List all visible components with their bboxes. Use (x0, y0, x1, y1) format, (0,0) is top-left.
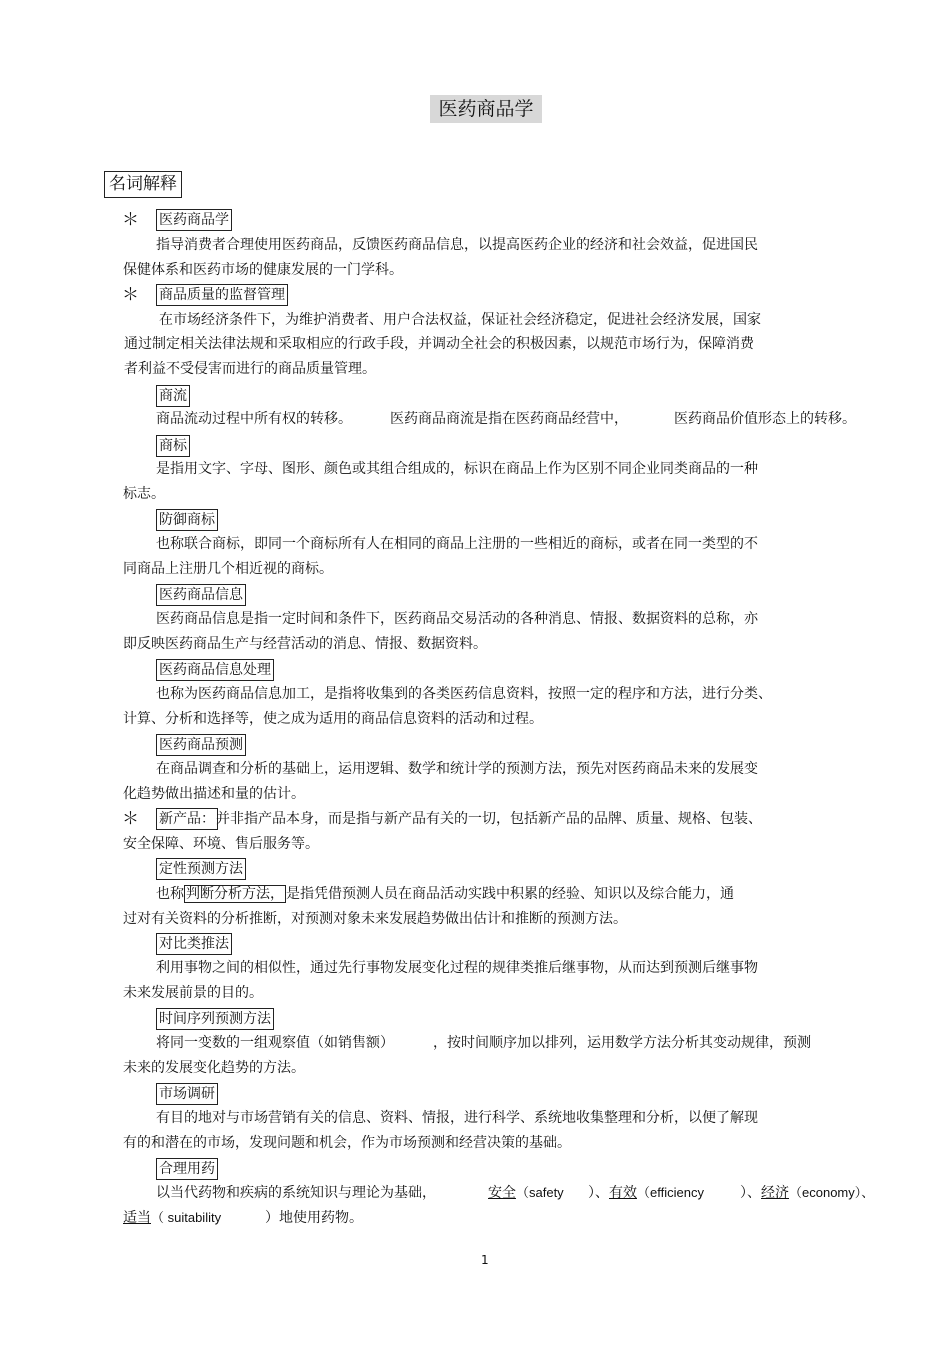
term-box: 医药商品预测 (156, 734, 246, 756)
definition-line: ）地使用药物。 (265, 1210, 363, 1226)
definition-line: 安全保障、环境、售后服务等。 (123, 836, 319, 852)
term-box: 医药商品信息 (156, 584, 246, 606)
term-box: 商标 (156, 435, 190, 457)
definition-line: 即反映医药商品生产与经营活动的消息、情报、数据资料。 (123, 636, 487, 652)
english-term: （safety (516, 1185, 564, 1200)
term-box: 时间序列预测方法 (156, 1008, 274, 1030)
definition-text: 也称 (156, 886, 184, 902)
inline-term-box: 判断分析方法， (186, 886, 284, 902)
definition-line: 未来的发展变化趋势的方法。 (123, 1060, 305, 1076)
definition-line: 有目的地对与市场营销有关的信息、资料、情报，进行科学、系统地收集整理和分析，以便了解现 (156, 1110, 758, 1126)
bullet-star: ＊ (122, 210, 139, 230)
page-number: 1 (481, 1253, 489, 1267)
page-title: 医药商品学 (430, 95, 542, 123)
section-heading: 名词解释 (104, 171, 182, 198)
term-box: 商品质量的监督管理 (156, 284, 288, 306)
definition-line: 也称为医药商品信息加工，是指将收集到的各类医药信息资料，按照一定的程序和方法，进行分类、 (156, 686, 772, 702)
definition-line: 指导消费者合理使用医药商品，反馈医药商品信息，以提高医药企业的经济和社会效益，促进国民 (156, 237, 758, 253)
term-box: 医药商品学 (156, 209, 232, 231)
definition-line: 未来发展前景的目的。 (123, 985, 263, 1001)
term-box: 合理用药 (156, 1158, 218, 1180)
underlined-keyword: 有效 (609, 1185, 637, 1201)
underlined-keyword: 适当 (123, 1210, 151, 1226)
definition-line: 医药商品商流是指在医药商品经营中， (390, 411, 628, 427)
definition-line: 化趋势做出描述和量的估计。 (123, 786, 305, 802)
definition-line (123, 1208, 221, 1228)
term-box: 市场调研 (156, 1083, 218, 1105)
english-term: （economy）、 (789, 1185, 875, 1200)
separator: ）、 (588, 1185, 609, 1201)
definition-line: 在商品调查和分析的基础上，运用逻辑、数学和统计学的预测方法，预先对医药商品未来的发展变 (156, 761, 758, 777)
definition-line: 医药商品价值形态上的转移。 (674, 411, 856, 427)
definition-line: 过对有关资料的分析推断，对预测对象未来发展趋势做出估计和推断的预测方法。 (123, 911, 627, 927)
definition-line: 计算、分析和选择等，使之成为适用的商品信息资料的活动和过程。 (123, 711, 543, 727)
definition-line: 保健体系和医药市场的健康发展的一门学科。 (123, 262, 403, 278)
term-box: 医药商品信息处理 (156, 659, 274, 681)
definition-line: 利用事物之间的相似性，通过先行事物发展变化过程的规律类推后继事物，从而达到预测后继事物 (156, 960, 758, 976)
term-box: 对比类推法 (156, 933, 232, 955)
definition-line (740, 1183, 874, 1203)
definition-line: 者利益不受侵害而进行的商品质量管理。 (124, 361, 376, 377)
term-box: 防御商标 (156, 509, 218, 531)
definition-line (588, 1183, 704, 1203)
definition-line: 标志。 (123, 486, 165, 502)
definition-line: 医药商品信息是指一定时间和条件下，医药商品交易活动的各种消息、情报、数据资料的总称，亦 (156, 611, 758, 627)
definition-line: 是指用文字、字母、图形、颜色或其组合组成的，标识在商品上作为区别不同企业同类商品的一种 (156, 461, 758, 477)
bullet-star: ＊ (122, 285, 139, 305)
term-box: 商流 (156, 385, 190, 407)
term-box: 新产品： (156, 808, 218, 830)
separator: ）、 (740, 1185, 761, 1201)
definition-line: 在市场经济条件下，为维护消费者、用户合法权益，保证社会经济稳定，促进社会经济发展，国家 (159, 312, 761, 328)
english-term: （ suitability (151, 1210, 222, 1225)
definition-line: 商品流动过程中所有权的转移。 (156, 411, 352, 427)
definition-line: 将同一变数的一组观察值（如销售额） (156, 1035, 394, 1051)
bullet-star: ＊ (122, 809, 139, 829)
definition-line: 并非指产品本身，而是指与新产品有关的一切，包括新产品的品牌、质量、规格、包装、 (216, 811, 762, 827)
definition-line: 也称联合商标，即同一个商标所有人在相同的商品上注册的一些相近的商标，或者在同一类型的不 (156, 536, 758, 552)
definition-line: 以当代药物和疾病的系统知识与理论为基础， (156, 1185, 436, 1201)
definition-line (488, 1183, 564, 1203)
definition-line: ，按时间顺序加以排列，运用数学方法分析其变动规律，预测 (433, 1035, 811, 1051)
definition-line: 通过制定相关法律法规和采取相应的行政手段，并调动全社会的积极因素，以规范市场行为，保障消费 (124, 336, 754, 352)
definition-line (156, 884, 734, 904)
definition-line: 有的和潜在的市场，发现问题和机会，作为市场预测和经营决策的基础。 (123, 1135, 571, 1151)
underlined-keyword: 安全 (488, 1185, 516, 1201)
definition-text: 是指凭借预测人员在商品活动实践中积累的经验、知识以及综合能力，通 (286, 886, 734, 902)
underlined-keyword: 经济 (761, 1185, 789, 1201)
english-term: （efficiency (637, 1185, 704, 1200)
definition-line: 同商品上注册几个相近视的商标。 (123, 561, 333, 577)
term-box: 定性预测方法 (156, 858, 246, 880)
